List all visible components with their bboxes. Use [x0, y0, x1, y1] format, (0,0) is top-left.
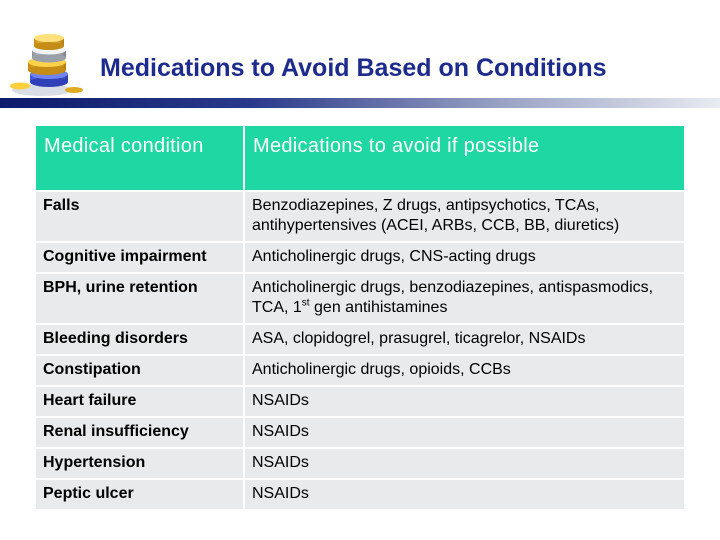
medications-cell: NSAIDs — [245, 416, 684, 447]
medications-cell: Anticholinergic drugs, CNS-acting drugs — [245, 241, 684, 272]
medications-cell: NSAIDs — [245, 385, 684, 416]
medications-cell: Benzodiazepines, Z drugs, antipsychotics, TCAs, antihypertensives (ACEI, ARBs, CCB, BB, diuretics) — [245, 190, 684, 241]
medications-table — [36, 126, 684, 509]
condition-cell: Peptic ulcer — [36, 478, 245, 509]
condition-cell: BPH, urine retention — [36, 272, 245, 323]
medications-table-container — [36, 126, 684, 509]
table-row — [36, 478, 684, 509]
table-row — [36, 385, 684, 416]
medications-text-cont: gen antihistamines — [309, 299, 448, 316]
condition-cell: Falls — [36, 190, 245, 241]
table-row — [36, 354, 684, 385]
pill-bottle-icon — [8, 28, 94, 98]
table-row — [36, 447, 684, 478]
condition-cell: Hypertension — [36, 447, 245, 478]
title-underline — [0, 98, 720, 108]
condition-cell: Bleeding disorders — [36, 323, 245, 354]
table-header-row — [36, 126, 684, 190]
condition-cell: Heart failure — [36, 385, 245, 416]
table-row — [36, 241, 684, 272]
medications-cell — [245, 272, 684, 323]
table-row — [36, 416, 684, 447]
condition-cell: Cognitive impairment — [36, 241, 245, 272]
slide-header-band — [0, 0, 720, 104]
medications-text: Anticholinergic drugs, benzodiazepines, antispasmodics, TCA, 1 — [252, 279, 654, 316]
medications-cell: ASA, clopidogrel, prasugrel, ticagrelor, NSAIDs — [245, 323, 684, 354]
table-row — [36, 190, 684, 241]
medications-cell: NSAIDs — [245, 478, 684, 509]
table-row — [36, 272, 684, 323]
condition-cell: Constipation — [36, 354, 245, 385]
header-medical-condition: Medical condition — [36, 126, 245, 190]
medications-cell: NSAIDs — [245, 447, 684, 478]
condition-cell: Renal insufficiency — [36, 416, 245, 447]
slide-title: Medications to Avoid Based on Conditions — [100, 54, 607, 82]
ordinal-suffix: st — [301, 297, 310, 309]
header-medications-to-avoid: Medications to avoid if possible — [245, 126, 684, 190]
table-row — [36, 323, 684, 354]
medications-cell: Anticholinergic drugs, opioids, CCBs — [245, 354, 684, 385]
